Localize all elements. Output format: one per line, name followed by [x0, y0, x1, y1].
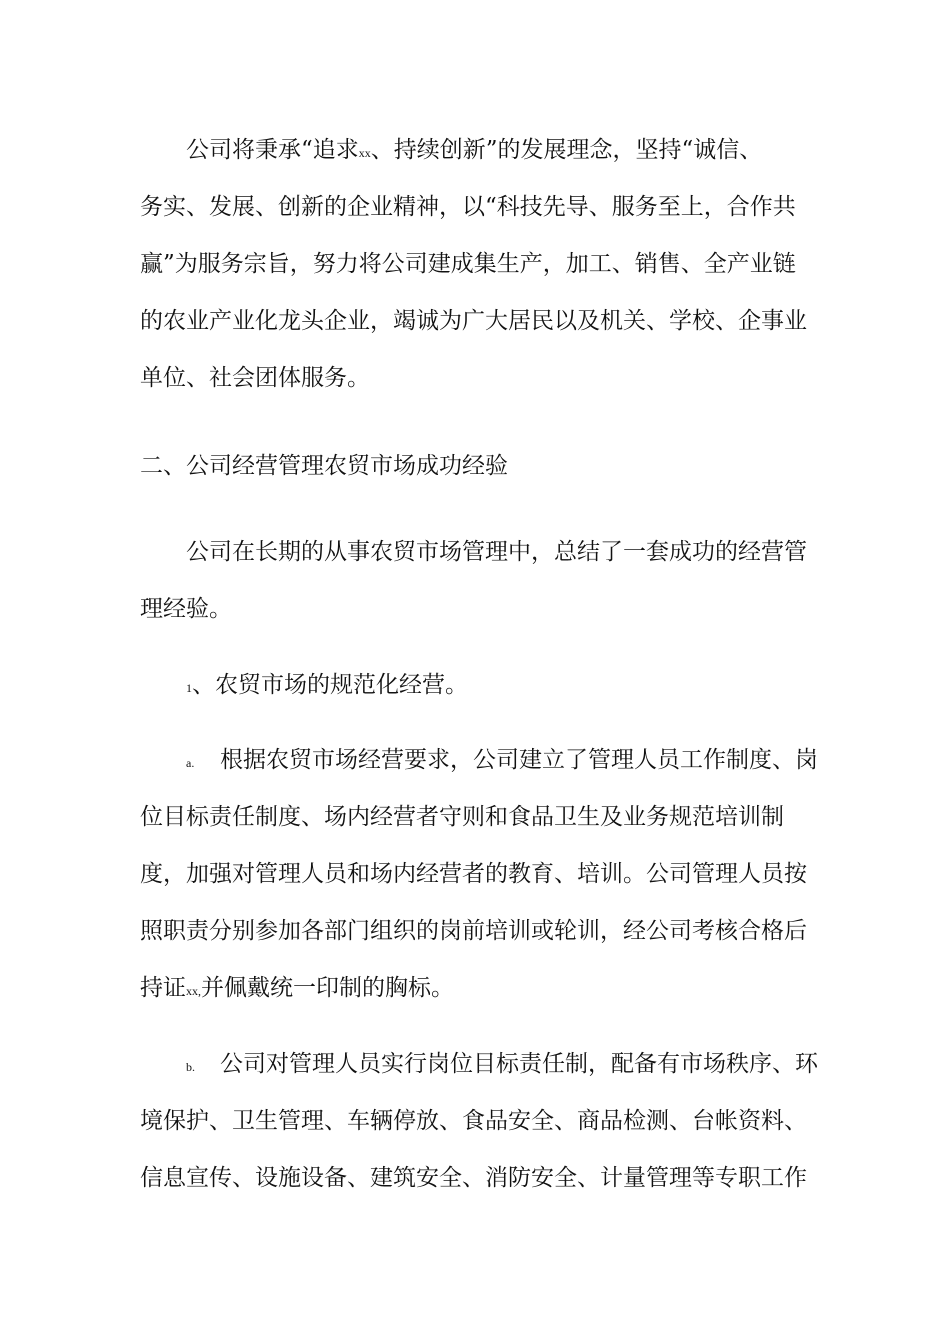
item-a-line-5 [140, 973, 820, 1006]
paragraph-1-line-2: 务实、发展、创新的企业精神，以“科技先导、服务至上，合作共 [140, 194, 796, 220]
text-run: 并佩戴统一印制的胸标。 [201, 975, 454, 1001]
item-a-marker: a. [186, 756, 195, 770]
item-a-line-3: 度，加强对管理人员和场内经营者的教育、培训。公司管理人员按 [140, 861, 807, 887]
placeholder-xx: xx, [186, 984, 201, 998]
item-b-line-1 [186, 1049, 866, 1082]
item-b-line-2: 境保护、卫生管理、车辆停放、食品安全、商品检测、台帐资料、 [140, 1108, 807, 1134]
paragraph-1-line-4: 的农业产业化龙头企业，竭诚为广大居民以及机关、学校、企事业 [140, 308, 807, 334]
section-heading: 二、公司经营管理农贸市场成功经验 [140, 453, 508, 479]
item-number: 1 [186, 681, 192, 695]
placeholder-xx: xx [358, 146, 371, 160]
item-b-line-3: 信息宣传、设施设备、建筑安全、消防安全、计量管理等专职工作 [140, 1165, 807, 1191]
text-run: 持证 [140, 975, 186, 1001]
item-a-line-2: 位目标责任制度、场内经营者守则和食品卫生及业务规范培训制 [140, 804, 784, 830]
text-run: 公司将秉承“追求 [186, 137, 359, 163]
paragraph-1-line-5: 单位、社会团体服务。 [140, 365, 370, 391]
text-run: 公司对管理人员实行岗位目标责任制，配备有市场秩序、环 [220, 1051, 818, 1077]
item-text: 、农贸市场的规范化经营。 [192, 672, 468, 698]
list-item-1 [186, 670, 866, 703]
text-run: 、持续创新”的发展理念，坚持“诚信、 [370, 137, 763, 163]
item-a-line-4: 照职责分别参加各部门组织的岗前培训或轮训，经公司考核合格后 [140, 918, 807, 944]
paragraph-1-line-3: 赢”为服务宗旨，努力将公司建成集生产，加工、销售、全产业链 [140, 251, 796, 277]
paragraph-1-line-1 [186, 135, 866, 168]
paragraph-2-line-2: 理经验。 [140, 596, 232, 622]
paragraph-2-line-1: 公司在长期的从事农贸市场管理中，总结了一套成功的经营管 [186, 539, 807, 565]
item-b-marker: b. [186, 1060, 195, 1074]
item-a-line-1 [186, 745, 866, 778]
text-run: 根据农贸市场经营要求，公司建立了管理人员工作制度、岗 [220, 747, 818, 773]
